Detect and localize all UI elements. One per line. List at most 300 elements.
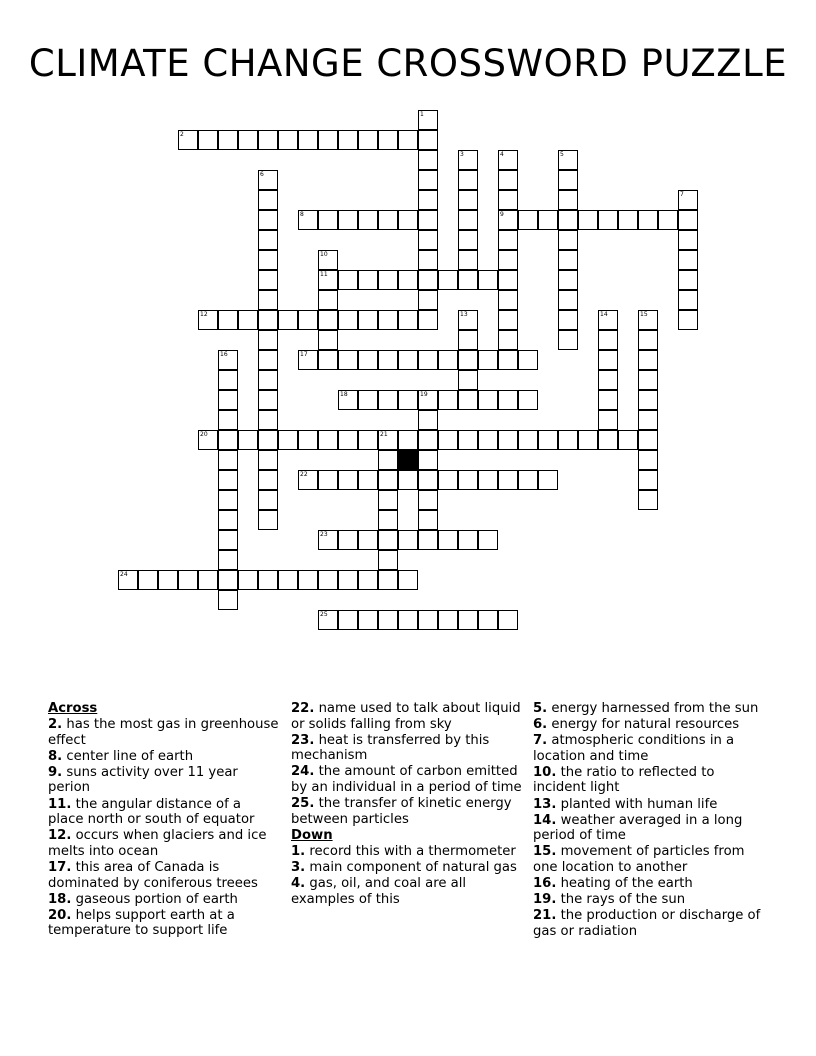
grid-cell[interactable]	[598, 410, 618, 430]
grid-cell[interactable]	[418, 170, 438, 190]
clue-number: 1	[420, 111, 424, 118]
grid-cell[interactable]	[418, 110, 438, 130]
grid-cell[interactable]	[358, 570, 378, 590]
grid-cell[interactable]	[678, 210, 698, 230]
clue-item-text: record this with a thermometer	[309, 843, 516, 859]
grid-cell[interactable]	[198, 310, 218, 330]
grid-cell[interactable]	[218, 390, 238, 410]
grid-cell[interactable]	[498, 350, 518, 370]
grid-cell[interactable]	[498, 470, 518, 490]
grid-cell[interactable]	[558, 310, 578, 330]
grid-cell[interactable]	[238, 130, 258, 150]
grid-cell[interactable]	[458, 330, 478, 350]
grid-cell[interactable]	[218, 510, 238, 530]
grid-cell[interactable]	[458, 310, 478, 330]
grid-cell[interactable]	[418, 190, 438, 210]
grid-cell[interactable]	[418, 230, 438, 250]
grid-cell[interactable]	[558, 250, 578, 270]
grid-cell[interactable]	[458, 170, 478, 190]
grid-cell[interactable]	[258, 510, 278, 530]
grid-cell[interactable]	[298, 130, 318, 150]
grid-cell[interactable]	[458, 370, 478, 390]
grid-cell[interactable]	[398, 470, 418, 490]
clue-heading: Across	[48, 701, 98, 716]
grid-cell[interactable]	[418, 410, 438, 430]
grid-cell[interactable]	[418, 470, 438, 490]
grid-cell[interactable]	[118, 570, 138, 590]
clue-number: 23	[320, 531, 328, 538]
grid-cell[interactable]	[558, 190, 578, 210]
grid-cell[interactable]	[638, 450, 658, 470]
clue-number: 4	[500, 151, 504, 158]
grid-cell[interactable]	[318, 270, 338, 290]
grid-cell[interactable]	[258, 410, 278, 430]
grid-cell[interactable]	[258, 210, 278, 230]
grid-cell[interactable]	[558, 330, 578, 350]
grid-cell[interactable]	[338, 470, 358, 490]
grid-cell[interactable]	[258, 310, 278, 330]
grid-cell[interactable]	[318, 570, 338, 590]
grid-cell[interactable]	[538, 430, 558, 450]
clue-number: 2	[180, 131, 184, 138]
grid-cell[interactable]	[378, 350, 398, 370]
grid-cell[interactable]	[458, 190, 478, 210]
grid-cell[interactable]	[258, 450, 278, 470]
clue-number: 7	[680, 191, 684, 198]
grid-cell[interactable]	[438, 430, 458, 450]
clue-item-number: 9.	[48, 764, 63, 780]
grid-cell[interactable]	[258, 270, 278, 290]
clue-item-number: 14.	[533, 812, 557, 828]
grid-cell[interactable]	[518, 470, 538, 490]
grid-cell[interactable]	[458, 230, 478, 250]
grid-cell[interactable]	[318, 310, 338, 330]
grid-cell[interactable]	[258, 490, 278, 510]
grid-cell[interactable]	[418, 210, 438, 230]
grid-cell[interactable]	[498, 310, 518, 330]
clues-column-3	[533, 701, 765, 940]
clue-number: 13	[460, 311, 468, 318]
grid-cell[interactable]	[498, 170, 518, 190]
grid-cell[interactable]	[678, 250, 698, 270]
grid-cell[interactable]	[258, 330, 278, 350]
clue-item	[48, 717, 280, 748]
grid-cell[interactable]	[178, 130, 198, 150]
grid-cell[interactable]	[218, 430, 238, 450]
clue-number: 9	[500, 211, 504, 218]
grid-cell[interactable]	[458, 150, 478, 170]
grid-cell[interactable]	[358, 530, 378, 550]
grid-cell[interactable]	[338, 350, 358, 370]
grid-cell[interactable]	[398, 310, 418, 330]
grid-cell[interactable]	[178, 570, 198, 590]
grid-cell[interactable]	[598, 370, 618, 390]
grid-cell[interactable]	[218, 310, 238, 330]
clue-item	[533, 765, 765, 796]
grid-cell[interactable]	[438, 470, 458, 490]
clue-item-number: 7.	[533, 733, 548, 749]
grid-cell[interactable]	[598, 210, 618, 230]
grid-cell[interactable]	[478, 390, 498, 410]
grid-cell[interactable]	[458, 250, 478, 270]
clue-number: 12	[200, 311, 208, 318]
grid-cell[interactable]	[318, 470, 338, 490]
grid-cell[interactable]	[498, 190, 518, 210]
grid-cell[interactable]	[478, 610, 498, 630]
grid-cell[interactable]	[638, 390, 658, 410]
grid-cell[interactable]	[458, 470, 478, 490]
grid-cell[interactable]	[378, 310, 398, 330]
grid-cell[interactable]	[498, 390, 518, 410]
puzzle-title: CLIMATE CHANGE CROSSWORD PUZZLE	[28, 42, 788, 85]
clue-item-number: 20.	[48, 907, 72, 923]
grid-cell[interactable]	[278, 430, 298, 450]
clue-item-number: 1.	[291, 843, 306, 859]
grid-cell[interactable]	[298, 430, 318, 450]
grid-cell[interactable]	[278, 310, 298, 330]
grid-cell[interactable]	[378, 130, 398, 150]
grid-cell[interactable]	[498, 230, 518, 250]
grid-cell[interactable]	[338, 530, 358, 550]
grid-cell[interactable]	[218, 550, 238, 570]
grid-cell[interactable]	[478, 350, 498, 370]
grid-cell[interactable]	[478, 430, 498, 450]
clue-item-text: the ratio to reflected to incident light	[533, 764, 715, 796]
grid-cell[interactable]	[318, 130, 338, 150]
clue-item	[291, 701, 523, 732]
clue-item-number: 4.	[291, 876, 306, 892]
grid-cell[interactable]	[418, 390, 438, 410]
grid-cell[interactable]	[418, 150, 438, 170]
clue-item-text: weather averaged in a long period of time	[533, 812, 743, 844]
grid-cell[interactable]	[458, 210, 478, 230]
grid-cell[interactable]	[398, 210, 418, 230]
grid-cell[interactable]	[218, 130, 238, 150]
grid-cell[interactable]	[638, 410, 658, 430]
grid-cell[interactable]	[418, 130, 438, 150]
grid-cell[interactable]	[318, 430, 338, 450]
clue-item-number: 8.	[48, 748, 63, 764]
grid-cell[interactable]	[258, 230, 278, 250]
grid-cell[interactable]	[258, 470, 278, 490]
grid-cell[interactable]	[258, 190, 278, 210]
grid-cell[interactable]	[418, 450, 438, 470]
grid-cell[interactable]	[258, 130, 278, 150]
clue-item	[291, 844, 523, 860]
clue-item-number: 11.	[48, 796, 72, 812]
clue-number: 14	[600, 311, 608, 318]
clue-number: 20	[200, 431, 208, 438]
grid-cell[interactable]	[458, 350, 478, 370]
grid-cell[interactable]	[338, 430, 358, 450]
grid-cell[interactable]	[498, 290, 518, 310]
grid-cell[interactable]	[398, 570, 418, 590]
grid-cell[interactable]	[418, 290, 438, 310]
grid-cell[interactable]	[238, 570, 258, 590]
grid-cell[interactable]	[518, 430, 538, 450]
grid-cell[interactable]	[358, 210, 378, 230]
grid-cell[interactable]	[438, 610, 458, 630]
grid-cell[interactable]	[198, 570, 218, 590]
grid-cell[interactable]	[578, 430, 598, 450]
grid-cell[interactable]	[358, 350, 378, 370]
clue-number: 11	[320, 271, 328, 278]
grid-cell[interactable]	[498, 150, 518, 170]
grid-cell[interactable]	[598, 430, 618, 450]
grid-cell[interactable]	[358, 470, 378, 490]
grid-cell[interactable]	[638, 210, 658, 230]
clue-item-text: gas, oil, and coal are all examples of this	[291, 876, 467, 907]
clue-item	[48, 765, 280, 796]
grid-cell[interactable]	[318, 350, 338, 370]
grid-cell[interactable]	[378, 390, 398, 410]
grid-cell[interactable]	[258, 170, 278, 190]
grid-cell[interactable]	[138, 570, 158, 590]
grid-cell[interactable]	[558, 170, 578, 190]
clue-item-text: heating of the earth	[560, 876, 693, 892]
grid-cell[interactable]	[338, 570, 358, 590]
grid-cell[interactable]	[398, 430, 418, 450]
grid-cell[interactable]	[518, 350, 538, 370]
grid-cell[interactable]	[378, 570, 398, 590]
clue-item-number: 15.	[533, 844, 557, 860]
grid-cell[interactable]	[438, 390, 458, 410]
grid-cell[interactable]	[318, 290, 338, 310]
grid-cell[interactable]	[318, 210, 338, 230]
grid-cell[interactable]	[458, 430, 478, 450]
clue-item-text: planted with human life	[560, 796, 718, 812]
grid-cell[interactable]	[558, 230, 578, 250]
grid-cell[interactable]	[478, 470, 498, 490]
grid-cell[interactable]	[198, 430, 218, 450]
grid-cell[interactable]	[478, 530, 498, 550]
grid-cell[interactable]	[638, 430, 658, 450]
clue-item-text: energy harnessed from the sun	[551, 701, 759, 716]
grid-cell[interactable]	[558, 270, 578, 290]
grid-cell[interactable]	[418, 530, 438, 550]
grid-cell[interactable]	[358, 270, 378, 290]
grid-cell[interactable]	[498, 270, 518, 290]
grid-cell[interactable]	[318, 610, 338, 630]
grid-cell[interactable]	[218, 410, 238, 430]
grid-cell[interactable]	[398, 610, 418, 630]
grid-cell[interactable]	[598, 330, 618, 350]
grid-cell[interactable]	[598, 310, 618, 330]
grid-cell[interactable]	[298, 210, 318, 230]
grid-cell[interactable]	[438, 270, 458, 290]
grid-cell[interactable]	[498, 210, 518, 230]
grid-cell[interactable]	[358, 130, 378, 150]
grid-cell[interactable]	[338, 210, 358, 230]
grid-cell[interactable]	[358, 610, 378, 630]
clue-item-text: main component of natural gas	[309, 859, 517, 875]
grid-cell[interactable]	[158, 570, 178, 590]
clue-item-text: center line of earth	[66, 748, 194, 764]
grid-cell[interactable]	[498, 250, 518, 270]
clue-item-text: this area of Canada is dominated by coniferous treees	[48, 859, 258, 891]
clue-item	[291, 876, 523, 907]
grid-cell[interactable]	[438, 530, 458, 550]
grid-cell[interactable]	[338, 610, 358, 630]
clue-item	[48, 860, 280, 891]
grid-cell[interactable]	[378, 450, 398, 470]
grid-cell[interactable]	[398, 350, 418, 370]
grid-cell[interactable]	[238, 310, 258, 330]
grid-cell[interactable]	[218, 490, 238, 510]
grid-cell[interactable]	[218, 450, 238, 470]
clue-item-number: 25.	[291, 796, 315, 812]
grid-cell[interactable]	[638, 490, 658, 510]
grid-cell[interactable]	[458, 610, 478, 630]
grid-cell[interactable]	[638, 310, 658, 330]
grid-cell[interactable]	[298, 350, 318, 370]
grid-cell[interactable]	[338, 310, 358, 330]
grid-cell[interactable]	[478, 270, 498, 290]
clue-item-text: movement of particles from one location to another	[533, 844, 745, 875]
clue-number: 6	[260, 171, 264, 178]
grid-cell[interactable]	[258, 250, 278, 270]
grid-cell[interactable]	[338, 390, 358, 410]
clue-item	[533, 717, 765, 733]
grid-cell[interactable]	[218, 590, 238, 610]
clue-item-text: atmospheric conditions in a location and time	[533, 733, 735, 764]
grid-cell[interactable]	[218, 370, 238, 390]
grid-cell[interactable]	[418, 250, 438, 270]
clue-item	[48, 892, 280, 908]
clue-number: 5	[560, 151, 564, 158]
grid-cell[interactable]	[378, 210, 398, 230]
grid-cell[interactable]	[298, 310, 318, 330]
grid-cell[interactable]	[278, 570, 298, 590]
grid-cell[interactable]	[278, 130, 298, 150]
clue-item-number: 24.	[291, 764, 315, 780]
grid-cell[interactable]	[358, 310, 378, 330]
grid-cell[interactable]	[378, 430, 398, 450]
clue-number: 19	[420, 391, 428, 398]
grid-cell[interactable]	[398, 270, 418, 290]
grid-cell[interactable]	[678, 230, 698, 250]
clue-item-number: 13.	[533, 796, 557, 812]
grid-cell[interactable]	[298, 570, 318, 590]
grid-cell[interactable]	[358, 430, 378, 450]
grid-cell[interactable]	[318, 330, 338, 350]
grid-cell[interactable]	[558, 430, 578, 450]
grid-cell[interactable]	[398, 130, 418, 150]
grid-cell[interactable]	[418, 310, 438, 330]
grid-cell[interactable]	[218, 530, 238, 550]
grid-cell[interactable]	[198, 130, 218, 150]
grid-cell[interactable]	[638, 350, 658, 370]
clue-item	[291, 764, 523, 795]
grid-cell[interactable]	[678, 290, 698, 310]
grid-cell[interactable]	[618, 430, 638, 450]
grid-cell[interactable]	[258, 430, 278, 450]
grid-cell[interactable]	[318, 530, 338, 550]
grid-cell[interactable]	[338, 130, 358, 150]
clue-number: 10	[320, 251, 328, 258]
grid-cell[interactable]	[258, 290, 278, 310]
grid-cell[interactable]	[218, 570, 238, 590]
clue-item	[533, 844, 765, 875]
grid-cell[interactable]	[678, 190, 698, 210]
grid-cell[interactable]	[538, 470, 558, 490]
grid-cell[interactable]	[418, 610, 438, 630]
grid-cell[interactable]	[598, 350, 618, 370]
grid-cell[interactable]	[358, 390, 378, 410]
grid-cell[interactable]	[558, 290, 578, 310]
grid-cell[interactable]	[378, 550, 398, 570]
clue-item-number: 10.	[533, 764, 557, 780]
grid-cell[interactable]	[258, 570, 278, 590]
grid-cell[interactable]	[678, 270, 698, 290]
grid-cell[interactable]	[318, 250, 338, 270]
grid-cell[interactable]	[378, 270, 398, 290]
grid-cell[interactable]	[558, 150, 578, 170]
grid-cell[interactable]	[678, 310, 698, 330]
grid-cell[interactable]	[498, 330, 518, 350]
grid-cell[interactable]	[298, 470, 318, 490]
grid-cell[interactable]	[498, 430, 518, 450]
clue-number: 15	[640, 311, 648, 318]
grid-cell[interactable]	[418, 350, 438, 370]
grid-cell[interactable]	[378, 490, 398, 510]
grid-cell[interactable]	[418, 270, 438, 290]
grid-cell[interactable]	[378, 470, 398, 490]
grid-cell[interactable]	[458, 530, 478, 550]
grid-cell[interactable]	[218, 350, 238, 370]
grid-cell[interactable]	[258, 370, 278, 390]
clue-number: 24	[120, 571, 128, 578]
grid-cell[interactable]	[418, 490, 438, 510]
grid-cell[interactable]	[458, 390, 478, 410]
grid-cell[interactable]	[578, 210, 598, 230]
grid-cell[interactable]	[418, 430, 438, 450]
grid-cell[interactable]	[438, 350, 458, 370]
grid-cell[interactable]	[258, 350, 278, 370]
clue-item-text: occurs when glaciers and ice melts into ocean	[48, 828, 267, 859]
grid-cell[interactable]	[238, 430, 258, 450]
clue-item-text: the transfer of kinetic energy between particles	[291, 796, 512, 827]
grid-cell[interactable]	[378, 530, 398, 550]
clue-item	[291, 796, 523, 827]
clue-item-number: 3.	[291, 859, 306, 875]
grid-cell[interactable]	[338, 270, 358, 290]
grid-cell[interactable]	[518, 390, 538, 410]
clue-item-text: has the most gas in greenhouse effect	[48, 717, 279, 748]
grid-cell[interactable]	[398, 530, 418, 550]
grid-cell[interactable]	[378, 610, 398, 630]
grid-cell[interactable]	[378, 510, 398, 530]
grid-cell[interactable]	[618, 210, 638, 230]
clue-item	[48, 797, 280, 828]
clue-item	[533, 813, 765, 844]
grid-cell[interactable]	[558, 210, 578, 230]
grid-cell[interactable]	[598, 390, 618, 410]
grid-cell[interactable]	[638, 470, 658, 490]
grid-cell[interactable]	[498, 610, 518, 630]
grid-cell[interactable]	[398, 390, 418, 410]
grid-cell[interactable]	[218, 470, 238, 490]
grid-cell[interactable]	[538, 210, 558, 230]
grid-cell[interactable]	[418, 510, 438, 530]
clue-item	[48, 908, 280, 939]
grid-cell[interactable]	[518, 210, 538, 230]
grid-cell[interactable]	[658, 210, 678, 230]
grid-cell[interactable]	[458, 270, 478, 290]
grid-cell[interactable]	[638, 370, 658, 390]
grid-cell[interactable]	[258, 390, 278, 410]
grid-cell[interactable]	[638, 330, 658, 350]
